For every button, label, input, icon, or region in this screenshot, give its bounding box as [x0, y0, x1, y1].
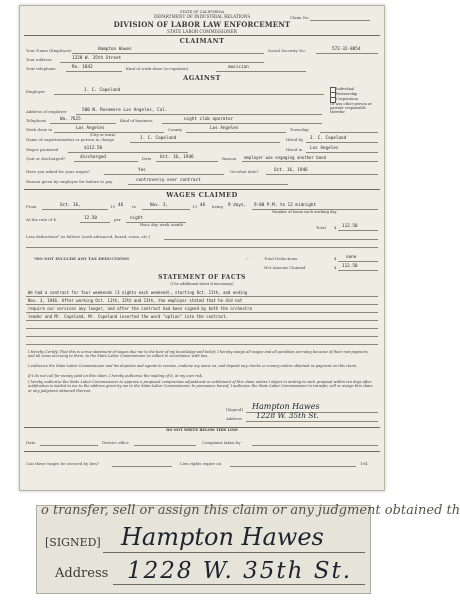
- work-done-value: Los Angeles: [76, 126, 105, 131]
- labor-claim-form: [19, 5, 385, 491]
- to-year-value: 46: [200, 203, 206, 208]
- deductions-line-2: [26, 247, 378, 248]
- from-year-value: 46: [118, 203, 124, 208]
- zoom-signature: Hampton Hawes: [121, 523, 324, 551]
- from-value: Oct. 16,: [60, 203, 81, 208]
- division-title: DIVISION OF LABOR LAW ENFORCEMENT: [113, 20, 291, 29]
- zoom-address: 1228 W. 35th St.: [127, 558, 353, 584]
- deductions-line: [164, 239, 378, 240]
- claimant-name: Hampton Hawes: [98, 47, 132, 52]
- lien-question-label: Can these wages be secured by lien?: [26, 461, 99, 466]
- rate-value: 12.50: [84, 216, 97, 221]
- being-label: being: [212, 204, 224, 209]
- address-label: Your address: [26, 57, 52, 62]
- divider: [24, 35, 380, 36]
- rate-label: At the rate of $: [26, 217, 56, 222]
- to-value: Nov. 3,: [150, 203, 169, 208]
- facts-subtitle: (Use additional sheet if necessary): [170, 282, 234, 286]
- telephone-value: Wa. 7625: [60, 117, 81, 122]
- compromise-paragraph: I hereby authorize the State Labor Commissioner to approve a proposed compromise adjustment or settlement of this claim unless I object in writing to such proposal within ten days after notification is mailed to me to the address given by me to the State Labor Commissioner. In pursuance hereof, I authorize the State Labor Commissioner to transfer, sell or assign this claim or any judgment obtained thereon.: [28, 380, 373, 393]
- total-line: [338, 230, 378, 231]
- arrow-icon: ☞: [246, 256, 250, 261]
- individual-label: Individual: [336, 86, 355, 91]
- employer-line: [54, 94, 324, 95]
- facts-rule: [26, 336, 378, 337]
- deductions-label: Less deductions* as follows (cash advanced, board, room, etc.): [26, 234, 151, 239]
- from-label: From: [26, 204, 37, 209]
- lien-expire-label: Lien rights expire on: [180, 461, 222, 466]
- superintendent-value: J. C. Copeland: [140, 136, 177, 141]
- ssn-line: [316, 53, 378, 54]
- facts-rule: [26, 344, 378, 345]
- hired-by-value: J. C. Copeland: [310, 136, 347, 141]
- certify-paragraph: I Hereby Certify, That this is a true statement of wages due me to the best of my knowledge and belief. I hereby assign all wages and all penalties accruing because of their non-payment, and all sums accruing to them, to the State Labor Commissioner to collect in accordance with law.: [28, 350, 369, 359]
- office-date-label: Date: [26, 440, 36, 445]
- refusal-value: controversy over contract: [136, 178, 201, 183]
- zoom-signed-line: [103, 552, 365, 553]
- asked-value: Yes: [138, 168, 146, 173]
- zoom-address-line: [113, 584, 365, 585]
- sig-address-value: 1228 W. 35th St.: [256, 411, 319, 420]
- claimant-phone: Re. 1842: [72, 65, 93, 70]
- facts-rule: [26, 312, 378, 313]
- wages-promised-line: [68, 152, 188, 153]
- wages-promised-label: Wages promised: [26, 147, 59, 152]
- ssn-value: 572-32-8054: [332, 47, 361, 52]
- employer-label: Employer: [26, 89, 45, 94]
- facts-rule: [26, 320, 378, 321]
- refusal-line: [128, 184, 288, 185]
- reason-label: Reason: [222, 156, 237, 161]
- mailing-paragraph: If I do not call for money paid on this claim, I hereby authorize the mailing of it, at my own risk.: [28, 374, 204, 378]
- lien-expire-line: [230, 466, 356, 467]
- date-value: Oct. 16, 1946: [160, 155, 194, 160]
- state-label: STATE OF CALIFORNIA: [180, 10, 225, 14]
- deductions-dollar: $: [334, 256, 337, 261]
- telephone-line: [50, 123, 116, 124]
- days-value: 9 days,: [228, 203, 247, 208]
- reason-line: [242, 161, 378, 162]
- county-value: Los Angeles: [210, 126, 239, 131]
- tax-note: *DO NOT INCLUDE ANY TAX DEDUCTIONS: [34, 256, 129, 261]
- district-office-label: District office: [102, 440, 129, 445]
- work-kind-label: Kind of work done (occupation): [126, 66, 189, 71]
- superintendent-line: [130, 142, 280, 143]
- on-what-date-line: [266, 174, 378, 175]
- on-what-date-label: On what date?: [230, 169, 259, 174]
- sig-address-label: Address: [226, 416, 242, 421]
- facts-section-title: STATEMENT OF FACTS: [158, 274, 246, 281]
- sig-address-line: [246, 421, 378, 422]
- hired-in-value: Los Angeles: [310, 146, 339, 151]
- total-dollar: $: [334, 225, 337, 230]
- asked-label: Have you asked for your wages?: [26, 169, 90, 174]
- facts-line: We had a contract for four weekends (3 nights each weekend), starting Oct. 11th, and ending: [28, 290, 248, 295]
- employer-address-label: Address of employer: [26, 109, 67, 114]
- claimant-address: 1228 W. 35th Street: [72, 56, 122, 61]
- complaint-label: Complaint taken by: [202, 440, 241, 445]
- hired-by-label: Hired by: [286, 137, 304, 142]
- claimant-section-title: CLAIMANT: [179, 37, 225, 45]
- hired-in-line: [306, 152, 378, 153]
- department-label: DEPARTMENT OF INDUSTRIAL RELATIONS: [153, 14, 251, 19]
- business-value: night club operator: [184, 117, 234, 122]
- net-dollar: $: [334, 265, 337, 270]
- total-deductions-value: none: [346, 255, 357, 260]
- business-label: Kind of business: [120, 118, 153, 123]
- hired-by-line: [306, 142, 378, 143]
- partnership-label: Partnership: [336, 91, 358, 96]
- employer-address-line: [76, 114, 322, 115]
- employer-address-value: 500 N. Rosemore Los Angeles, Cal.: [82, 108, 168, 113]
- net-line: [338, 270, 378, 271]
- work-done-label: Work done in: [26, 127, 53, 132]
- name-line: [72, 53, 264, 54]
- office-date-line: [40, 445, 98, 446]
- zoom-top-text: o transfer, sell or assign this claim or any judgment obtained th: [41, 503, 460, 518]
- city-note: (City or town): [90, 132, 116, 137]
- facts-line: Nov. 3, 1946. After working Oct. 11th, 12th and 13th, the employer stated that he did not: [28, 298, 243, 303]
- facts-line: leader and Mr. Copeland, Mr. Copeland inserted the word "option" into the contract.: [28, 314, 228, 319]
- township-line: [320, 132, 378, 133]
- business-line: [162, 123, 322, 124]
- work-kind-line: [216, 71, 306, 72]
- quit-label: Quit or discharged?: [26, 156, 66, 161]
- telephone-label: Telephone: [26, 118, 47, 123]
- total-deductions-line: [338, 261, 378, 262]
- claim-no-label: Claim No.: [290, 15, 310, 20]
- signature-zoom-detail: [36, 503, 460, 594]
- facts-rule: [26, 304, 378, 305]
- employer-types-note: Or any other person or partner responsible therefor: [330, 102, 372, 114]
- phone-line: [66, 71, 122, 72]
- against-section-title: AGAINST: [183, 74, 221, 82]
- superintendent-label: Name of superintendent or person in charge: [26, 137, 115, 142]
- signed-label: [Signed]: [226, 407, 243, 412]
- township-label: Township: [290, 127, 309, 132]
- authorize-paragraph: I authorize the State Labor Commissioner and his deputies and agents to receive, endorse my name on, and deposit any checks or money orders obtained as payment on this claim.: [28, 364, 358, 368]
- from-line: [42, 209, 108, 210]
- corporation-label: Corporation: [336, 96, 359, 101]
- date-label: Date: [142, 156, 152, 161]
- address-line: [60, 62, 264, 63]
- net-label: Net Amount Claimed: [264, 265, 306, 270]
- phone-label: Your telephone: [26, 66, 56, 71]
- facts-line: require our services any longer, and after the contract had been signed by both the orchestra: [28, 306, 252, 311]
- district-office-line: [134, 445, 196, 446]
- do-not-write-label: DO NOT WRITE BELOW THIS LINE: [166, 428, 238, 432]
- asked-line: [104, 174, 224, 175]
- reason-value: employer was engaging another band: [244, 155, 326, 160]
- name-label: Your Name (Employee): [26, 48, 72, 53]
- refusal-label: Reason given by employer for failure to pay: [26, 179, 113, 184]
- from-year-prefix: 19: [110, 204, 115, 209]
- total-label: Total: [316, 225, 326, 230]
- to-label: to: [132, 204, 136, 209]
- divider: [24, 451, 380, 452]
- county-line: [186, 132, 286, 133]
- quit-value: discharged: [80, 155, 106, 160]
- to-year-prefix: 19: [192, 204, 197, 209]
- total-value: 112.50: [342, 224, 358, 229]
- quit-line: [74, 161, 138, 162]
- ssn-label: Social Security No.: [268, 48, 306, 53]
- hired-in-label: Hired in: [286, 147, 303, 152]
- to-line: [142, 209, 190, 210]
- per-label: per: [114, 217, 121, 222]
- lien-question-line: [112, 466, 172, 467]
- county-label: County: [168, 127, 183, 132]
- year-suffix: 194: [360, 461, 368, 466]
- total-deductions-label: Total Deductions: [264, 256, 298, 261]
- hours-note: Number of hours each working day: [272, 209, 337, 214]
- hours-value: 9:00 P.M. to 12 midnight: [254, 203, 317, 208]
- rate-line: [80, 222, 110, 223]
- on-what-date-value: Oct. 16, 1946: [274, 168, 308, 173]
- signature-value: Hampton Hawes: [252, 402, 320, 411]
- per-value: night: [130, 216, 143, 221]
- work-kind-value: musician: [228, 65, 249, 70]
- net-value: 112.50: [342, 264, 358, 269]
- zoom-signed-label: [SIGNED]: [45, 536, 101, 549]
- facts-rule: [26, 296, 378, 297]
- complaint-line: [252, 445, 378, 446]
- divider: [24, 189, 380, 190]
- zoom-address-label: Address: [55, 566, 109, 581]
- employer-value: J. C. Copeland: [84, 88, 121, 93]
- wages-promised-value: $112.50: [84, 146, 103, 151]
- date-line: [156, 161, 218, 162]
- per-note: Hour, day, week, month: [140, 223, 183, 227]
- wages-section-title: WAGES CLAIMED: [166, 191, 238, 199]
- commissioner-label: STATE LABOR COMMISSIONER: [167, 29, 237, 34]
- facts-rule: [26, 328, 378, 329]
